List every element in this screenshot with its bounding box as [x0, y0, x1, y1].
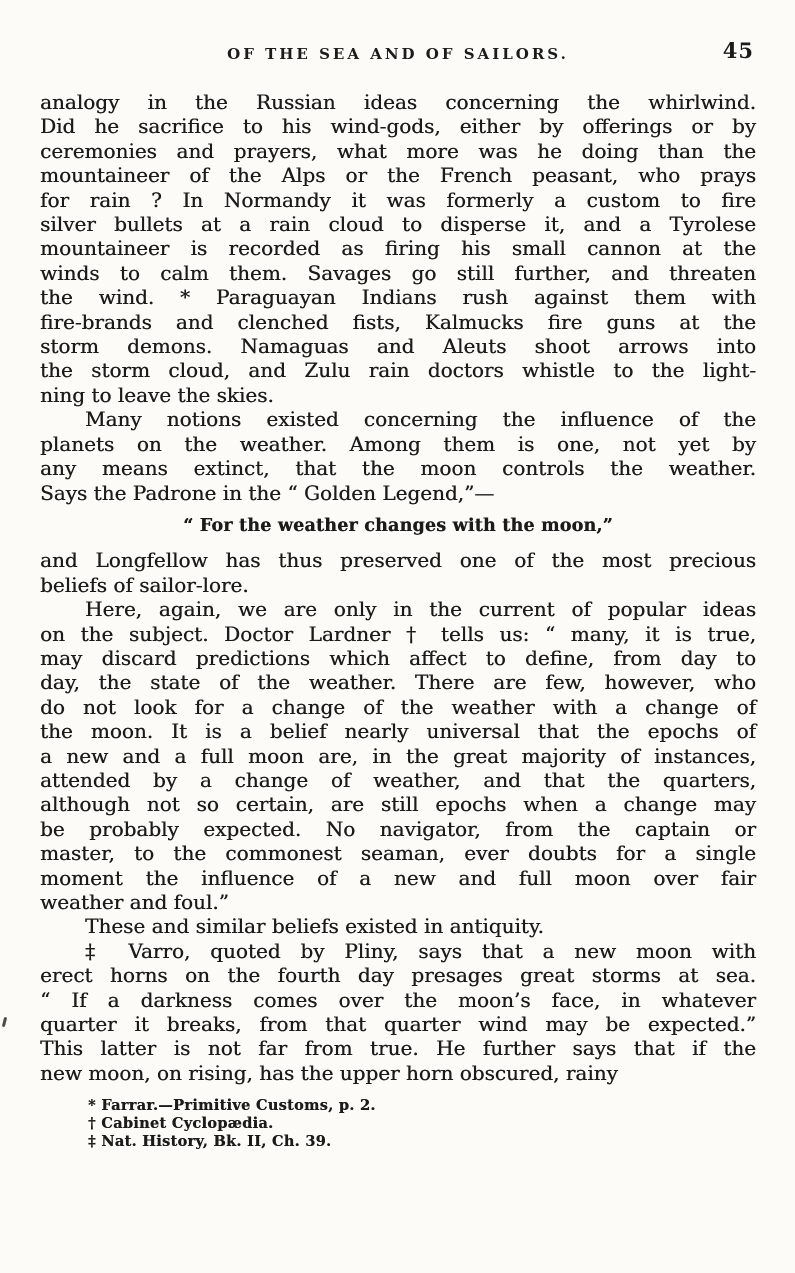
verse-quote: “ For the weather changes with the moon,”: [183, 515, 613, 536]
text-line: These and similar beliefs existed in antiquity.: [85, 914, 544, 939]
text-line: Did he sacrifice to his wind-gods, either by offerings or by: [40, 114, 756, 139]
page-header: [40, 38, 756, 63]
text-line: any means extinct, that the moon controls the weather.: [40, 456, 756, 481]
paragraph-longfellow: [40, 548, 756, 597]
paragraph-varro: [40, 939, 756, 1085]
text-block: [40, 90, 756, 1085]
text-line: weather and foul.”: [40, 890, 229, 914]
text-line: Says the Padrone in the “ Golden Legend,”—: [40, 480, 495, 505]
text-line: Here, again, we are only in the current of popular ideas: [85, 597, 756, 622]
text-line: erect horns on the fourth day presages great storms at sea.: [40, 963, 756, 988]
text-line: and Longfellow has thus preserved one of the most precious: [40, 548, 756, 573]
scan-artifact-mark: [2, 1017, 7, 1027]
text-line: ning to leave the skies.: [40, 382, 274, 407]
text-line: the storm cloud, and Zulu rain doctors whistle to the light-: [40, 358, 756, 383]
text-line: Many notions existed concerning the influence of the: [85, 407, 756, 432]
text-line: ceremonies and prayers, what more was he doing than the: [40, 138, 756, 163]
text-line: storm demons. Namaguas and Aleuts shoot arrows into: [40, 334, 756, 359]
text-line: may discard predictions which affect to define, from day to: [40, 645, 756, 670]
text-line: silver bullets at a rain cloud to disperse it, and a Tyrolese: [40, 212, 756, 237]
text-line: new moon, on rising, has the upper horn obscured, rainy: [40, 1060, 618, 1085]
footnote-cabinet-cyclopaedia: † Cabinet Cyclopædia.: [88, 1115, 274, 1132]
text-line: the moon. It is a belief nearly universal that the epochs of: [40, 719, 756, 744]
page-number: 45: [722, 38, 754, 63]
text-line: ‡ Varro, quoted by Pliny, says that a new moon with: [85, 938, 756, 963]
running-title: OF THE SEA AND OF SAILORS.: [227, 45, 569, 63]
text-line: fire-brands and clenched fists, Kalmucks fire guns at the: [40, 309, 756, 334]
text-line: planets on the weather. Among them is one, not yet by: [40, 431, 756, 456]
text-line: winds to calm them. Savages go still further, and threaten: [40, 260, 756, 285]
paragraph-planets: [40, 407, 756, 505]
text-line: do not look for a change of the weather with a change of: [40, 694, 756, 719]
paragraph-lardner: [40, 597, 756, 914]
text-line: moment the influence of a new and full moon over fair: [40, 865, 756, 890]
paragraph-whirlwind: [40, 90, 756, 407]
text-line: beliefs of sailor-lore.: [40, 572, 249, 597]
footnotes: [88, 1097, 376, 1151]
footnote-nat-history: ‡ Nat. History, Bk. II, Ch. 39.: [88, 1133, 332, 1150]
text-line: This latter is not far from true. He further says that if the: [40, 1036, 756, 1061]
text-line: for rain ? In Normandy it was formerly a custom to fire: [40, 187, 756, 212]
text-line: day, the state of the weather. There are few, however, who: [40, 670, 756, 695]
paragraph-antiquity: [40, 914, 756, 938]
text-line: a new and a full moon are, in the great majority of instances,: [40, 743, 756, 768]
text-line: mountaineer of the Alps or the French peasant, who prays: [40, 163, 756, 188]
text-line: quarter it breaks, from that quarter wind may be expected.”: [40, 1012, 756, 1037]
text-line: mountaineer is recorded as firing his small cannon at the: [40, 236, 756, 261]
text-line: analogy in the Russian ideas concerning the whirlwind.: [40, 90, 756, 114]
text-line: master, to the commonest seaman, ever doubts for a single: [40, 841, 756, 866]
footnote-farrar: * Farrar.—Primitive Customs, p. 2.: [88, 1097, 376, 1114]
text-line: on the subject. Doctor Lardner † tells us: “ many, it is true,: [40, 621, 756, 646]
text-line: be probably expected. No navigator, from the captain or: [40, 816, 756, 841]
text-line: although not so certain, are still epochs when a change may: [40, 792, 756, 817]
text-line: attended by a change of weather, and that the quarters,: [40, 767, 756, 792]
text-line: the wind. * Paraguayan Indians rush against them with: [40, 285, 756, 310]
text-line: “ If a darkness comes over the moon’s face, in whatever: [40, 987, 756, 1012]
